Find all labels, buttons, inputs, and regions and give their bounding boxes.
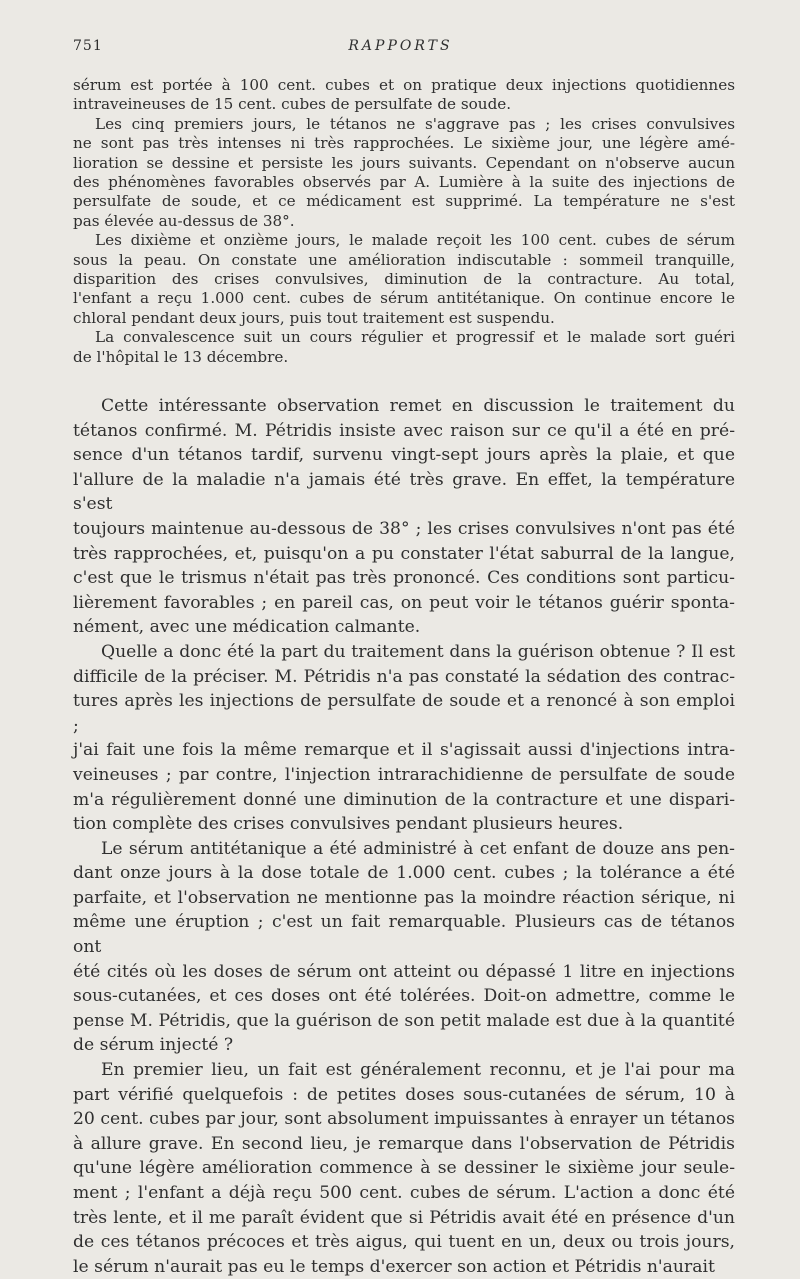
text-line: de sérum injecté ? <box>73 1035 234 1056</box>
text-line: l'enfant a reçu 1.000 cent. cubes de sérum antitétanique. On continue encore le <box>73 289 735 308</box>
text-line: sous la peau. On constate une amélioration indiscutable : sommeil tranquille, <box>73 250 735 269</box>
text-line: c'est que le trismus n'était pas très prononcé. Ces conditions sont particu- <box>73 568 735 589</box>
text-line: l'allure de la maladie n'a jamais été très grave. En effet, la température s'est <box>73 469 735 515</box>
text-line: 20 cent. cubes par jour, sont absolument impuissantes à enrayer un tétanos <box>73 1109 735 1130</box>
text-line: nément, avec une médication calmante. <box>73 617 421 638</box>
running-title: RAPPORTS <box>348 38 453 54</box>
observation-paragraph <box>73 76 735 115</box>
observation-paragraph <box>73 231 735 328</box>
page-header <box>73 38 728 58</box>
text-line: sence d'un tétanos tardif, survenu vingt-sept jours après la plaie, et que <box>73 445 735 466</box>
text-line: dant onze jours à la dose totale de 1.000 cent. cubes ; la tolérance a été <box>73 863 735 884</box>
text-line: tures après les injections de persulfate de soude et a renoncé à son emploi ; <box>73 691 735 736</box>
observation-paragraph <box>73 115 735 231</box>
text-line: de l'hôpital le 13 décembre. <box>73 347 289 366</box>
text-line: tétanos confirmé. M. Pétridis insiste avec raison sur ce qu'il a été en pré- <box>73 420 735 441</box>
observation-text <box>73 76 735 367</box>
text-line: persulfate de soude, et ce médicament est supprimé. La température ne s'est <box>73 192 735 211</box>
discussion-text <box>73 394 735 1279</box>
text-line: veineuses ; par contre, l'injection intrarachidienne de persulfate de soude <box>73 764 735 785</box>
text-line: m'a régulièrement donné une diminution de la contracture et une dispari- <box>73 789 735 810</box>
text-line: pense M. Pétridis, que la guérison de son petit malade est due à la quantité <box>73 1010 735 1031</box>
text-line: pas élevée au-dessus de 38°. <box>73 211 295 230</box>
text-line: ment ; l'enfant a déjà reçu 500 cent. cubes de sérum. L'action a donc été <box>73 1183 735 1203</box>
text-line: Le sérum antitétanique a été administré à cet enfant de douze ans pen- <box>101 838 735 859</box>
text-line: parfaite, et l'observation ne mentionne pas la moindre réaction sérique, ni <box>73 887 735 908</box>
text-line: de ces tétanos précoces et très aigus, qui tuent en un, deux ou trois jours, <box>73 1232 735 1253</box>
text-line: toujours maintenue au-dessous de 38° ; les crises convulsives n'ont pas été <box>73 518 735 539</box>
text-line: à allure grave. En second lieu, je remarque dans l'observation de Pétridis <box>73 1133 735 1154</box>
text-line: difficile de la préciser. M. Pétridis n'a pas constaté la sédation des contrac- <box>73 666 735 687</box>
discussion-paragraph <box>73 640 735 837</box>
text-line: ne sont pas très intenses ni très rapprochées. Le sixième jour, une légère amé- <box>73 134 735 153</box>
text-line: très rapprochées, et, puisqu'on a pu constater l'état saburral de la langue, <box>73 543 735 564</box>
text-line: des phénomènes favorables observés par A. Lumière à la suite des injections de <box>73 173 735 192</box>
discussion-paragraph <box>73 394 735 640</box>
text-line: Cette intéressante observation remet en discussion le traitement du <box>101 396 735 416</box>
text-line: même une éruption ; c'est un fait remarquable. Plusieurs cas de tétanos ont <box>73 912 735 958</box>
discussion-paragraph <box>73 1058 735 1279</box>
text-line: disparition des crises convulsives, diminution de la contracture. Au total, <box>73 270 735 289</box>
text-line: j'ai fait une fois la même remarque et il s'agissait aussi d'injections intra- <box>73 740 735 761</box>
text-line: qu'une légère amélioration commence à se dessiner le sixième jour seule- <box>73 1158 735 1179</box>
observation-paragraph <box>73 328 735 367</box>
text-line: En premier lieu, un fait est généralement reconnu, et je l'ai pour ma <box>101 1060 735 1081</box>
page-number: 751 <box>73 38 103 54</box>
text-line: sérum est portée à 100 cent. cubes et on pratique deux injections quotidiennes <box>73 76 735 94</box>
text-line: part vérifié quelquefois : de petites doses sous-cutanées de sérum, 10 à <box>73 1084 735 1105</box>
text-line: très lente, et il me paraît évident que si Pétridis avait été en présence d'un <box>73 1207 735 1228</box>
text-line: lièrement favorables ; en pareil cas, on peut voir le tétanos guérir sponta- <box>73 592 735 613</box>
text-line: lioration se dessine et persiste les jours suivants. Cependant on n'observe aucun <box>73 153 735 172</box>
discussion-paragraph <box>73 837 735 1058</box>
text-line: La convalescence suit un cours régulier et progressif et le malade sort guéri <box>95 328 735 347</box>
text-line: tion complète des crises convulsives pendant plusieurs heures. <box>73 814 624 835</box>
text-line: sous-cutanées, et ces doses ont été tolérées. Doit-on admettre, comme le <box>73 986 735 1007</box>
text-line: intraveineuses de 15 cent. cubes de persulfate de soude. <box>73 95 512 114</box>
text-line: Les cinq premiers jours, le tétanos ne s'aggrave pas ; les crises convulsives <box>95 114 735 133</box>
text-line: le sérum n'aurait pas eu le temps d'exercer son action et Pétridis n'aurait <box>73 1256 715 1277</box>
text-line: été cités où les doses de sérum ont atteint ou dépassé 1 litre en injections <box>73 961 735 982</box>
text-line: Les dixième et onzième jours, le malade reçoit les 100 cent. cubes de sérum <box>95 231 735 250</box>
text-line: Quelle a donc été la part du traitement dans la guérison obtenue ? Il est <box>101 641 735 662</box>
text-line: chloral pendant deux jours, puis tout traitement est suspendu. <box>73 308 555 327</box>
